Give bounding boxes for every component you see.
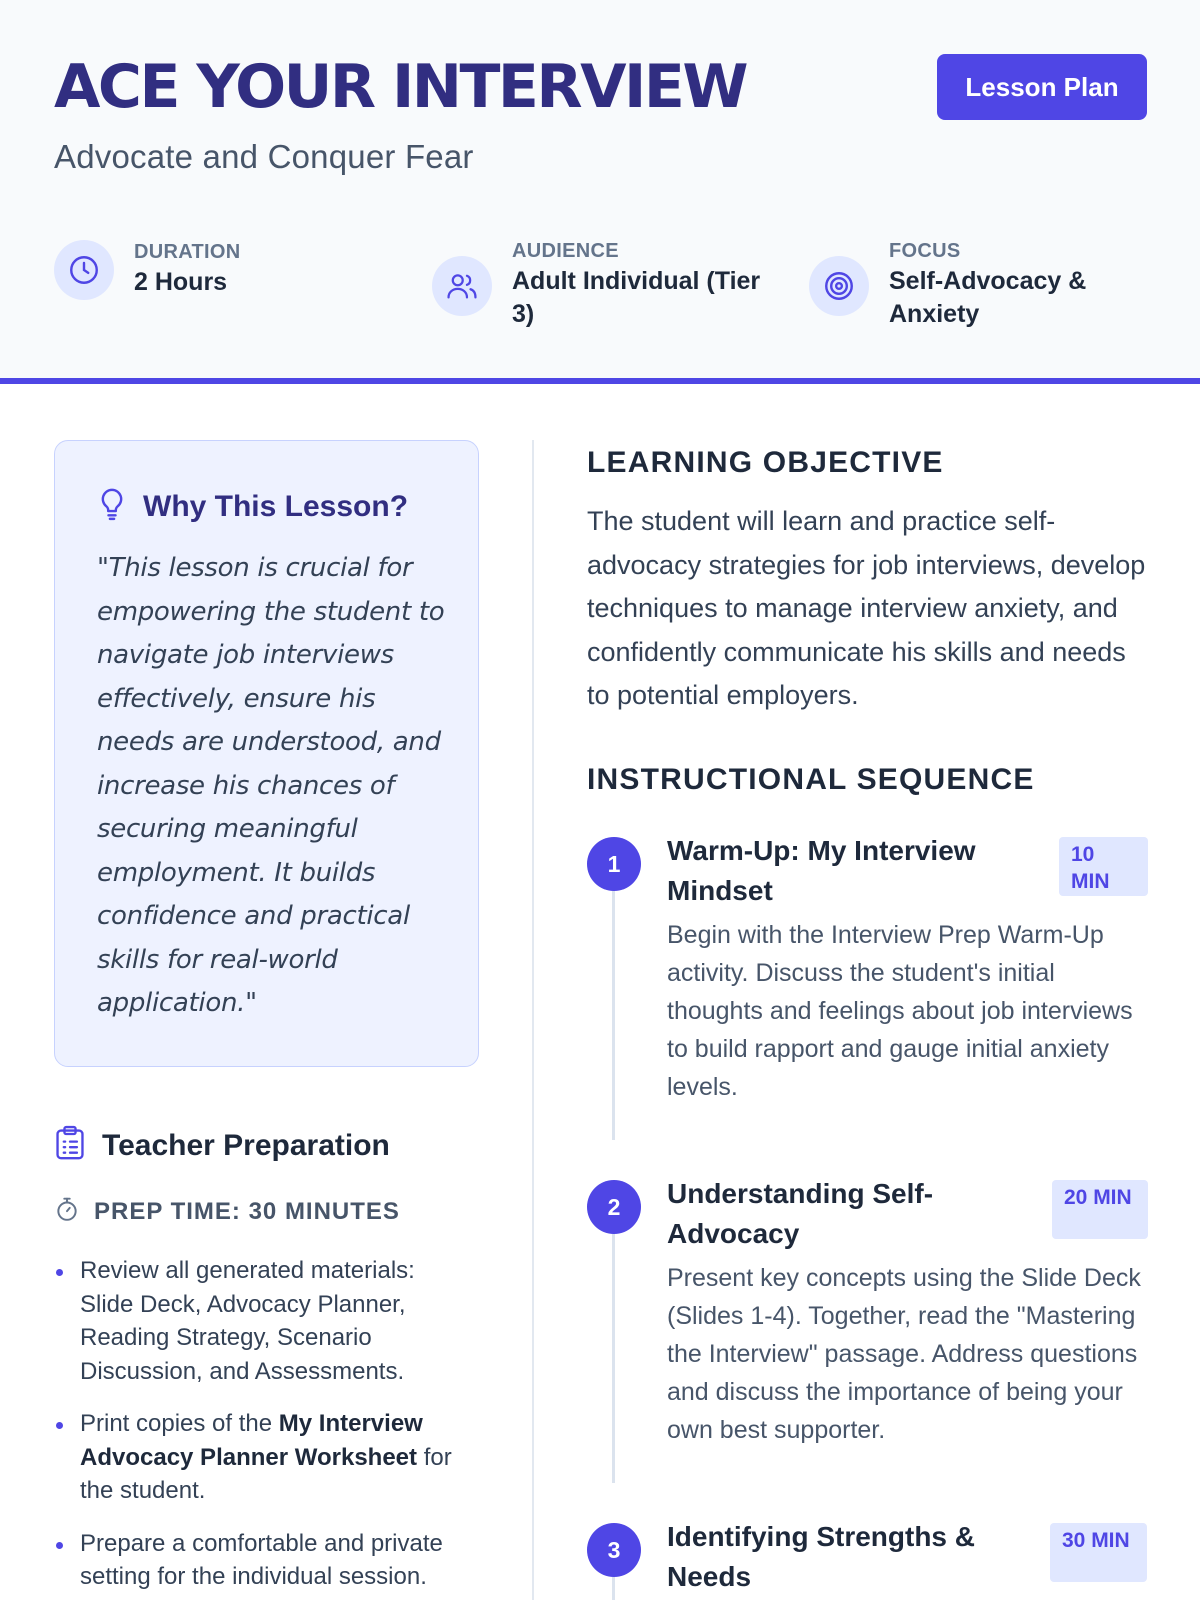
meta-duration bbox=[54, 240, 240, 300]
teacher-prep-heading bbox=[54, 1125, 390, 1166]
list-item: Review all generated materials: Slide Deck, Advocacy Planner, Reading Strategy, Scenario Discussion, and Assessments. bbox=[54, 1254, 474, 1388]
meta-value: Adult Individual (Tier 3) bbox=[512, 267, 761, 328]
lesson-header bbox=[0, 0, 1200, 384]
users-icon bbox=[432, 256, 492, 316]
timeline-line bbox=[612, 890, 615, 1140]
duration-badge: 20 MIN bbox=[1052, 1180, 1148, 1239]
meta-label: DURATION bbox=[134, 241, 241, 263]
lightbulb-icon bbox=[97, 487, 127, 526]
list-item: Print copies of the My Interview Advocacy Planner Worksheet for the student. bbox=[54, 1407, 474, 1508]
timeline-line bbox=[612, 1233, 615, 1483]
meta-audience bbox=[432, 240, 772, 331]
duration-badge: 30 MIN bbox=[1050, 1523, 1147, 1582]
meta-focus bbox=[809, 240, 1149, 331]
step-title: Identifying Strengths & Needs bbox=[667, 1521, 975, 1592]
prep-time bbox=[54, 1196, 400, 1227]
meta-label: FOCUS bbox=[889, 240, 961, 262]
why-quote: "This lesson is crucial for empowering the student to navigate job interviews effectively, ensure his needs are understood, and increase his chances of securing meaningful employment. It builds confidence and practical skills for real-world application." bbox=[97, 553, 445, 1018]
duration-badge: 10 MIN bbox=[1059, 837, 1148, 896]
meta-value: Self-Advocacy & Anxiety bbox=[889, 267, 1087, 328]
step-description: Present key concepts using the Slide Deck (Slides 1-4). Together, read the "Mastering the Interview" passage. Address questions and discuss the importance of being your own best supporter. bbox=[667, 1264, 1141, 1444]
clock-icon bbox=[54, 240, 114, 300]
prep-time-label: PREP TIME: 30 MINUTES bbox=[94, 1197, 400, 1225]
target-icon bbox=[809, 256, 869, 316]
list-item: Prepare a comfortable and private setting for the individual session. bbox=[54, 1527, 474, 1594]
learning-objective-text: The student will learn and practice self-advocacy strategies for job interviews, develop techniques to manage interview anxiety, and confidently communicate his skills and needs to potential employers. bbox=[587, 506, 1146, 710]
step-number: 1 bbox=[587, 837, 641, 891]
prep-title: Teacher Preparation bbox=[102, 1128, 390, 1162]
step-number: 2 bbox=[587, 1180, 641, 1234]
page-subtitle: Advocate and Conquer Fear bbox=[54, 138, 474, 175]
step-description: Begin with the Interview Prep Warm-Up activity. Discuss the student's initial thoughts and feelings about job interviews to build rapport and gauge initial anxiety levels. bbox=[667, 921, 1133, 1101]
why-this-lesson-card bbox=[54, 440, 479, 1067]
column-divider bbox=[532, 440, 534, 1600]
lesson-plan-button[interactable]: Lesson Plan bbox=[937, 54, 1147, 120]
timeline-line bbox=[612, 1576, 615, 1600]
instructional-sequence-heading: INSTRUCTIONAL SEQUENCE bbox=[587, 763, 1035, 796]
why-title: Why This Lesson? bbox=[143, 489, 409, 523]
step-title: Understanding Self-Advocacy bbox=[667, 1178, 934, 1249]
clipboard-icon bbox=[54, 1125, 86, 1166]
learning-objective-heading: LEARNING OBJECTIVE bbox=[587, 446, 944, 479]
prep-list bbox=[54, 1254, 474, 1600]
stopwatch-icon bbox=[54, 1196, 80, 1227]
step-number: 3 bbox=[587, 1523, 641, 1577]
meta-value: 2 Hours bbox=[134, 268, 228, 296]
meta-label: AUDIENCE bbox=[512, 240, 619, 262]
step-title: Warm-Up: My Interview Mindset bbox=[667, 835, 976, 906]
page-title: ACE YOUR INTERVIEW bbox=[54, 52, 747, 122]
